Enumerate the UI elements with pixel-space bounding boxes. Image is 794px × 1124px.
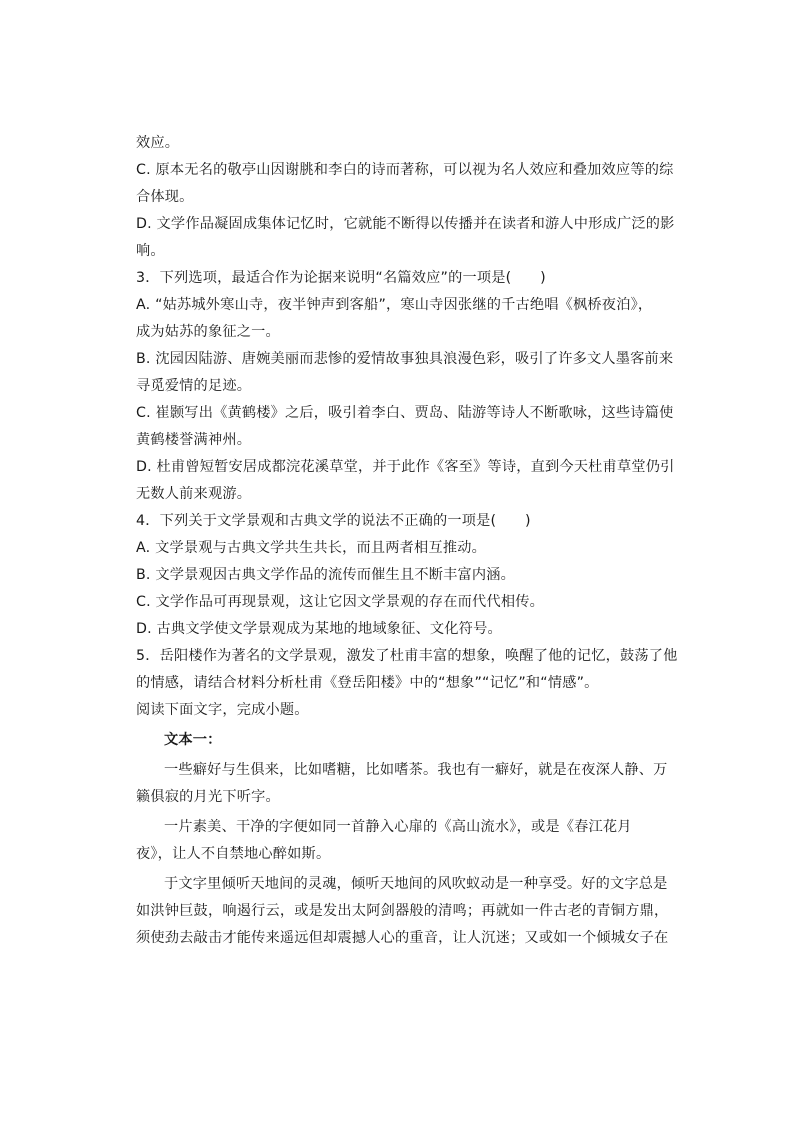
q2-tail-line: 效应。 <box>136 135 180 151</box>
q4-stem: 4．下列关于文学景观和古典文学的说法不正确的一项是( ) <box>136 513 531 529</box>
text-one-para2-line-2: 夜》，让人不自禁地心醉如斯。 <box>136 846 331 862</box>
q2-option-d-line-1: D. 文学作品凝固成集体记忆时，它就能不断得以传播并在读者和游人中形成广泛的影 <box>136 216 675 232</box>
q5-line-2: 的情感，请结合材料分析杜甫《登岳阳楼》中的“想象”“记忆”和“情感”。 <box>136 675 599 691</box>
text-one-para1-line-2: 籁俱寂的月光下听字。 <box>136 789 280 805</box>
q3-option-d-line-2: 无数人前来观游。 <box>136 486 252 502</box>
q5-line-1: 5．岳阳楼作为著名的文学景观，激发了杜甫丰富的想象，唤醒了他的记忆，鼓荡了他 <box>136 648 678 664</box>
q3-option-b-line-2: 寻觅爱情的足迹。 <box>136 378 252 394</box>
q4-option-b: B. 文学景观因古典文学作品的流传而催生且不断丰富内涵。 <box>136 567 516 583</box>
page-content <box>136 130 678 952</box>
reading-intro: 阅读下面文字，完成小题。 <box>136 702 309 718</box>
q3-option-c-line-2: 黄鹤楼誉满神州。 <box>136 432 252 448</box>
text-one-para3-line-2: 如洪钟巨鼓，响遏行云，或是发出太阿剑器般的清鸣；再就如一件古老的青铜方鼎， <box>136 903 669 919</box>
text-one-para3-line-1: 于文字里倾听天地间的灵魂，倾听天地间的风吹蚁动是一种享受。好的文字总是 <box>164 876 668 892</box>
q3-option-b-line-1: B. 沈园因陆游、唐婉美丽而悲惨的爱情故事独具浪漫色彩，吸引了许多文人墨客前来 <box>136 351 674 367</box>
text-one-heading: 文本一： <box>164 732 222 748</box>
text-one-para2-line-1: 一片素美、干净的字便如同一首静入心扉的《高山流水》，或是《春江花月 <box>164 819 632 835</box>
q3-option-a-line-2: 成为姑苏的象征之一。 <box>136 324 280 340</box>
text-one-para1-line-1: 一些癖好与生俱来，比如嗜糖，比如嗜茶。我也有一癖好，就是在夜深人静、万 <box>164 762 668 778</box>
q2-option-c-line-2: 合体现。 <box>136 189 194 205</box>
q3-option-c-line-1: C. 崔颢写出《黄鹤楼》之后，吸引着李白、贾岛、陆游等诗人不断歌咏，这些诗篇使 <box>136 405 674 421</box>
q2-option-c-line-1: C. 原本无名的敬亭山因谢朓和李白的诗而著称，可以视为名人效应和叠加效应等的综 <box>136 162 674 178</box>
q3-option-d-line-1: D. 杜甫曾短暂安居成都浣花溪草堂，并于此作《客至》等诗，直到今天杜甫草堂仍引 <box>136 459 675 475</box>
q3-option-a-line-1: A. “姑苏城外寒山寺，夜半钟声到客船”，寒山寺因张继的千古绝唱《枫桥夜泊》， <box>136 297 653 313</box>
q3-stem: 3．下列选项，最适合作为论据来说明“名篇效应”的一项是( ) <box>136 270 546 286</box>
q4-option-a: A. 文学景观与古典文学共生共长，而且两者相互推动。 <box>136 540 486 556</box>
q4-option-c: C. 文学作品可再现景观，这让它因文学景观的存在而代代相传。 <box>136 594 544 610</box>
q2-option-d-line-2: 响。 <box>136 243 165 259</box>
text-one-para3-line-3: 须使劲去敲击才能传来遥远但却震撼人心的重音，让人沉迷；又或如一个倾城女子在 <box>136 930 669 946</box>
q4-option-d: D. 古典文学使文学景观成为某地的地域象征、文化符号。 <box>136 621 502 637</box>
